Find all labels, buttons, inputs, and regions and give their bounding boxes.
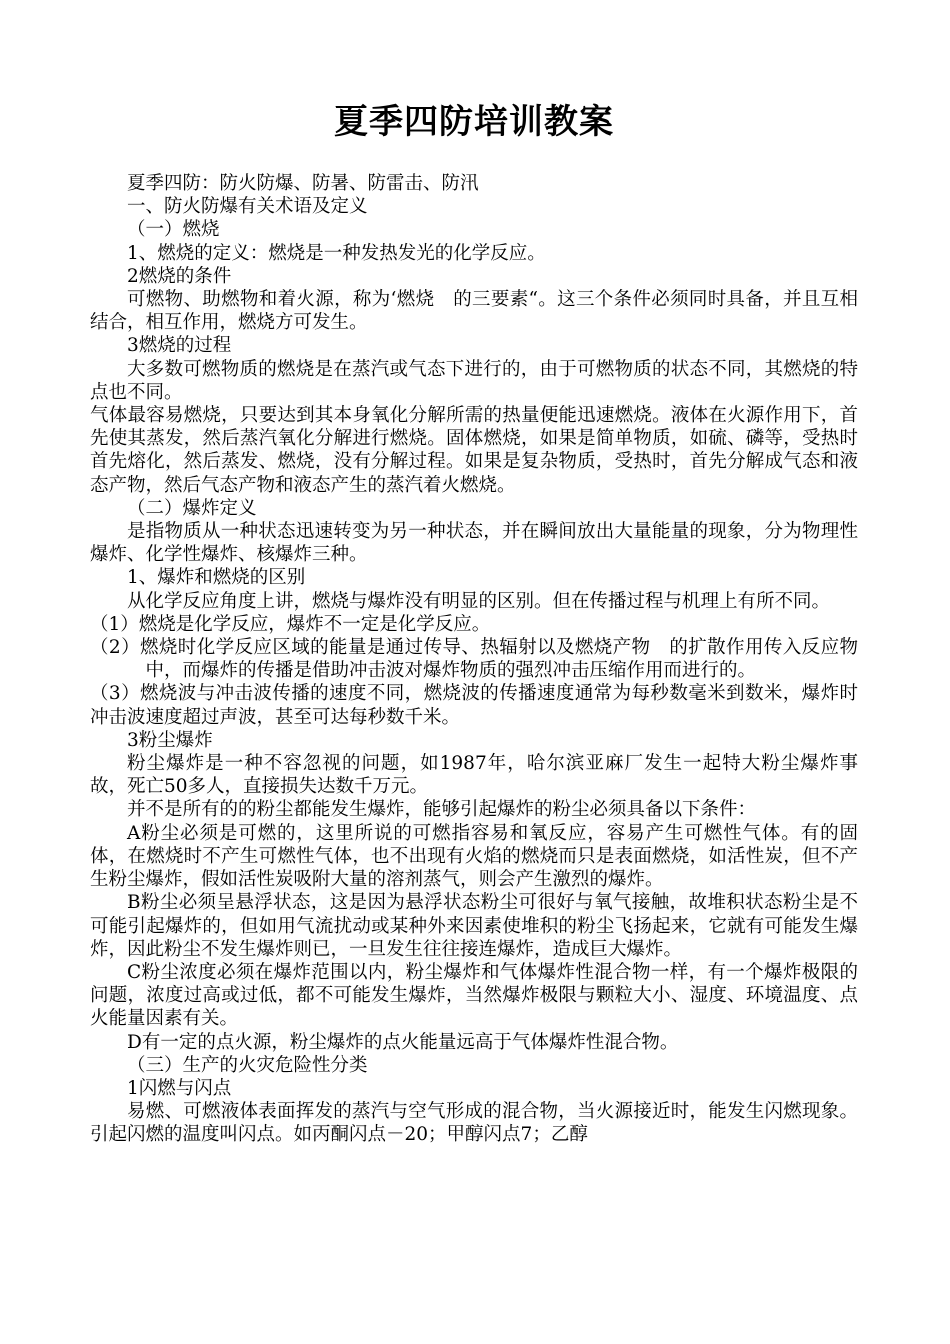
subsection-heading: （三）生产的火灾危险性分类 bbox=[127, 1054, 368, 1076]
document-title: 夏季四防培训教案 bbox=[334, 102, 614, 142]
paragraph: B粉尘必须呈悬浮状态，这是因为悬浮状态粉尘可很好与氧气接触，故堆积状态粉尘是不可能引起爆炸的，但如用气流扰动或某种外来因素使堆积的粉尘飞扬起来，它就有可能发生爆炸，因此粉尘不发生爆炸则已，一旦发生往往接连爆炸，造成巨大爆炸。 bbox=[90, 892, 858, 960]
document-body bbox=[90, 172, 858, 1147]
section-heading: 一、防火防爆有关术语及定义 bbox=[127, 196, 368, 218]
subsection-heading: （二）爆炸定义 bbox=[127, 497, 257, 519]
paragraph: 易燃、可燃液体表面挥发的蒸汽与空气形成的混合物，当火源接近时，能发生闪燃现象。引起闪燃的温度叫闪点。如丙酮闪点－20；甲醇闪点7；乙醇 bbox=[90, 1101, 858, 1146]
paragraph: 气体最容易燃烧，只要达到其本身氧化分解所需的热量便能迅速燃烧。液体在火源作用下，首先使其蒸发，然后蒸汽氧化分解进行燃烧。固体燃烧，如果是简单物质，如硫、磷等，受热时首先熔化，然后蒸发、燃烧，没有分解过程。如果是复杂物质，受热时，首先分解成气态和液态产物，然后气态产物和液态产生的蒸汽着火燃烧。 bbox=[90, 405, 858, 496]
paragraph: 是指物质从一种状态迅速转变为另一种状态，并在瞬间放出大量能量的现象，分为物理性爆炸、化学性爆炸、核爆炸三种。 bbox=[90, 521, 858, 566]
paragraph: 1、燃烧的定义：燃烧是一种发热发光的化学反应。 bbox=[127, 242, 546, 264]
list-item: （3）燃烧波与冲击波传播的速度不同，燃烧波的传播速度通常为每秒数毫米到数米，爆炸时冲击波速度超过声波，甚至可达每秒数千米。 bbox=[90, 683, 858, 728]
list-item: （2）燃烧时化学反应区域的能量是通过传导、热辐射以及燃烧产物 的扩散作用传入反应物中，而爆炸的传播是借助冲击波对爆炸物质的强烈冲击压缩作用而进行的。 bbox=[90, 637, 858, 682]
paragraph: C粉尘浓度必须在爆炸范围以内，粉尘爆炸和气体爆炸性混合物一样，有一个爆炸极限的问题，浓度过高或过低，都不可能发生爆炸，当然爆炸极限与颗粒大小、湿度、环境温度、点火能量因素有关。 bbox=[90, 961, 858, 1030]
item-heading: 2燃烧的条件 bbox=[127, 265, 232, 287]
paragraph: D有一定的点火源，粉尘爆炸的点火能量远高于气体爆炸性混合物。 bbox=[127, 1031, 679, 1053]
item-heading: 1、爆炸和燃烧的区别 bbox=[127, 567, 306, 589]
paragraph: 可燃物、助燃物和着火源，称为‘燃烧 的三要素“。这三个条件必须同时具备，并且互相结合，相互作用，燃烧方可发生。 bbox=[90, 289, 858, 334]
paragraph: 大多数可燃物质的燃烧是在蒸汽或气态下进行的，由于可燃物质的状态不同，其燃烧的特点也不同。 bbox=[90, 358, 858, 403]
paragraph: 从化学反应角度上讲，燃烧与爆炸没有明显的区别。但在传播过程与机理上有所不同。 bbox=[127, 590, 831, 612]
paragraph: 粉尘爆炸是一种不容忽视的问题，如1987年，哈尔滨亚麻厂发生一起特大粉尘爆炸事故，死亡50多人，直接损失达数千万元。 bbox=[90, 753, 858, 798]
document-page bbox=[90, 96, 858, 1147]
paragraph: 夏季四防：防火防爆、防暑、防雷击、防汛 bbox=[127, 173, 479, 194]
item-heading: 3燃烧的过程 bbox=[127, 335, 232, 357]
list-item: （1）燃烧是化学反应，爆炸不一定是化学反应。 bbox=[90, 613, 491, 635]
paragraph: 并不是所有的的粉尘都能发生爆炸，能够引起爆炸的粉尘必须具备以下条件： bbox=[127, 799, 757, 821]
subsection-heading: （一）燃烧 bbox=[127, 219, 220, 241]
item-heading: 3粉尘爆炸 bbox=[127, 729, 213, 751]
paragraph: A粉尘必须是可燃的，这里所说的可燃指容易和氧反应，容易产生可燃性气体。有的固体，在燃烧时不产生可燃性气体，也不出现有火焰的燃烧而只是表面燃烧，如活性炭，但不产生粉尘爆炸，假如活性炭吸附大量的溶剂蒸气，则会产生激烈的爆炸。 bbox=[90, 822, 858, 891]
item-heading: 1闪燃与闪点 bbox=[127, 1077, 232, 1099]
